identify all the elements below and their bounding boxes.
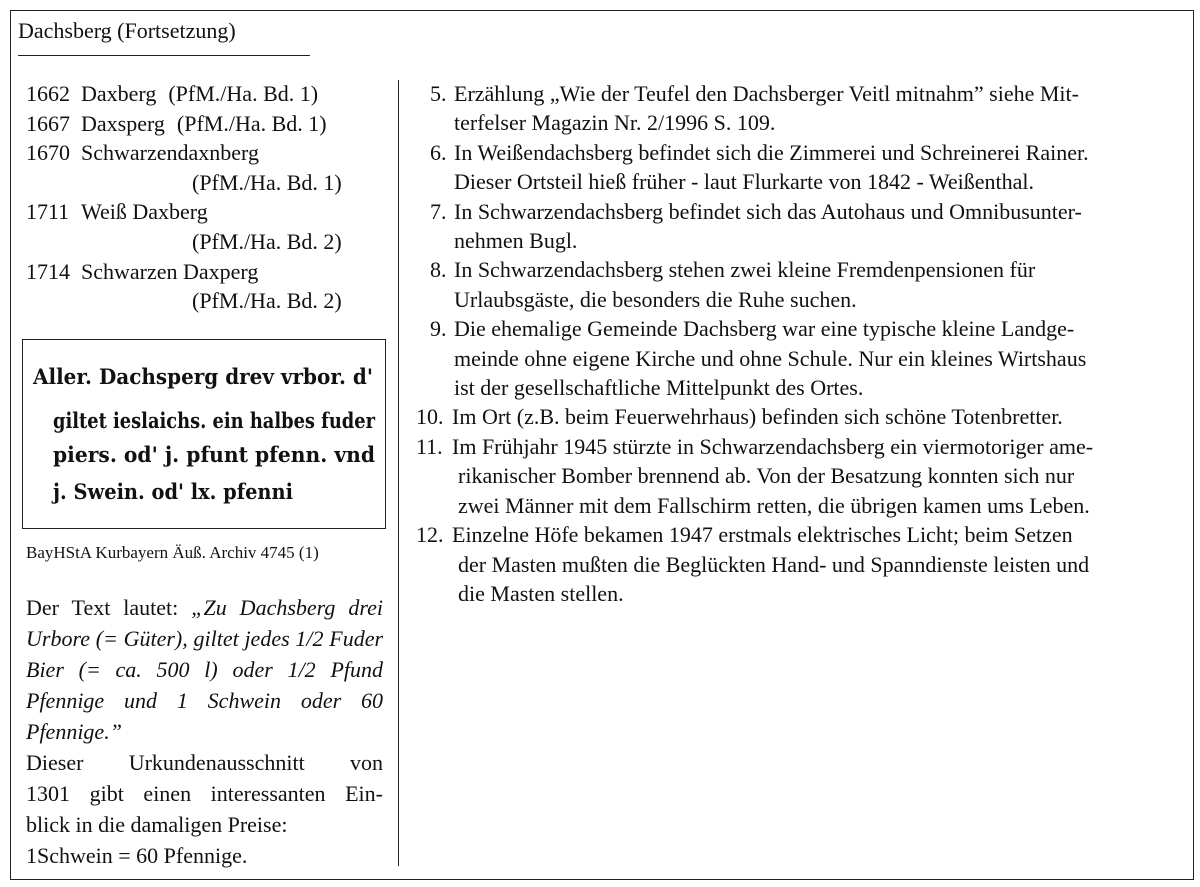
transcript-block bbox=[26, 592, 383, 871]
note-item bbox=[416, 520, 1182, 608]
transcript-lead: Der Text lautet: bbox=[26, 595, 192, 620]
transcript-quote bbox=[26, 592, 383, 747]
entry-source: (PfM./Ha. Bd. 2) bbox=[192, 228, 342, 254]
entry-name: Schwarzen Daxperg bbox=[81, 258, 259, 284]
note-item bbox=[416, 255, 1182, 314]
note-line: Erzählung „Wie der Teufel den Dachsberger Veitl mitnahm” siehe Mit- bbox=[454, 81, 1079, 106]
note-item bbox=[416, 314, 1182, 402]
transcript-quote-line: „Zu Dachsberg drei bbox=[191, 595, 383, 620]
note-line: In Schwarzendachsberg befindet sich das Autohaus und Omnibusunter- bbox=[454, 198, 1082, 224]
note-line: nehmen Bugl. bbox=[454, 228, 578, 254]
note-item bbox=[416, 197, 1182, 256]
entry-year: 1667 bbox=[26, 110, 70, 136]
title-underline bbox=[18, 55, 310, 56]
note-line: rikanischer Bomber brennend ab. Von der Besatzung konnten sich nur bbox=[458, 463, 1075, 489]
note-line: In Schwarzendachsberg stehen zwei kleine Fremdenpensionen für bbox=[454, 257, 1036, 283]
entry-year: 1662 bbox=[26, 81, 70, 106]
name-history-item bbox=[26, 79, 376, 109]
note-number: 6. bbox=[430, 139, 447, 165]
transcript-quote-line: Pfund Pfennige und 1 Schwein oder bbox=[26, 657, 383, 713]
entry-year: 1711 bbox=[26, 199, 70, 225]
note-line: Urlaubsgäste, die besonders die Ruhe suchen. bbox=[454, 286, 857, 312]
entry-year: 1714 bbox=[26, 258, 70, 284]
entry-source: (PfM./Ha. Bd. 1) bbox=[192, 169, 342, 195]
excerpt-line: giltet ieslaichs. ein halbes fuder bbox=[53, 408, 376, 433]
excerpt-line: Aller. Dachsperg drev vrbor. d' bbox=[32, 364, 373, 389]
note-item bbox=[416, 138, 1182, 197]
excerpt-line: piers. od' j. pfunt pfenn. vnd bbox=[53, 442, 376, 467]
entry-source: (PfM./Ha. Bd. 1) bbox=[176, 110, 327, 136]
note-line: Im Frühjahr 1945 stürzte in Schwarzendachsberg ein viermotoriger ame- bbox=[452, 433, 1094, 459]
name-history-item bbox=[26, 257, 376, 316]
note-line: Im Ort (z.B. beim Feuerwehrhaus) befinden sich schöne Totenbretter. bbox=[452, 404, 1063, 430]
transcript-note-line: 1301 gibt einen interessanten Ein- bbox=[26, 781, 383, 806]
note-number: 7. bbox=[430, 198, 447, 224]
name-history-item bbox=[26, 138, 376, 197]
entry-name: Schwarzendaxnberg bbox=[81, 140, 259, 166]
column-divider bbox=[398, 80, 399, 866]
entry-year: 1670 bbox=[26, 140, 70, 166]
name-history-item bbox=[26, 109, 376, 139]
note-line: ist der gesellschaftliche Mittelpunkt des Ortes. bbox=[454, 375, 864, 401]
note-item bbox=[416, 79, 1182, 138]
transcript-note-line: Dieser Urkundenausschnitt von bbox=[26, 750, 383, 775]
excerpt-line: j. Swein. od' lx. pfenni bbox=[51, 479, 294, 504]
note-line: meinde ohne eigene Kirche und ohne Schule. Nur ein kleines Wirtshaus bbox=[454, 345, 1087, 371]
transcript-note bbox=[26, 747, 383, 871]
note-line: die Masten stellen. bbox=[458, 580, 624, 606]
note-number: 10. bbox=[416, 404, 444, 430]
note-line: In Weißendachsberg befindet sich die Zimmerei und Schreinerei Rainer. bbox=[454, 139, 1089, 165]
note-item bbox=[416, 402, 1182, 431]
note-number: 5. bbox=[430, 81, 447, 106]
transcript-note-line: 1Schwein = 60 Pfennige. bbox=[26, 843, 248, 868]
entry-source: (PfM./Ha. Bd. 1) bbox=[168, 81, 319, 106]
transcript-quote-line: Fuder Bier (= ca. 500 l) oder 1/2 bbox=[26, 626, 384, 682]
notes-list bbox=[416, 79, 1182, 608]
document-excerpt-image bbox=[23, 340, 384, 527]
note-number: 11. bbox=[416, 433, 443, 459]
note-line: terfelser Magazin Nr. 2/1996 S. 109. bbox=[454, 110, 776, 136]
transcript-quote-line: Urbore (= Güter), giltet jedes 1/2 bbox=[26, 626, 324, 651]
entry-name: Weiß Daxberg bbox=[81, 199, 208, 225]
name-history-list bbox=[26, 79, 376, 316]
note-line: Die ehemalige Gemeinde Dachsberg war eine typische kleine Landge- bbox=[454, 316, 1075, 342]
note-number: 9. bbox=[430, 316, 447, 342]
excerpt-caption: BayHStA Kurbayern Äuß. Archiv 4745 (1) bbox=[26, 543, 319, 562]
transcript-note-line: blick in die damaligen Preise: bbox=[26, 812, 288, 837]
note-line: Einzelne Höfe bekamen 1947 erstmals elektrisches Licht; beim Setzen bbox=[452, 522, 1073, 548]
note-item bbox=[416, 432, 1182, 520]
note-line: der Masten mußten die Beglückten Hand- und Spanndienste leisten und bbox=[458, 551, 1090, 577]
note-number: 12. bbox=[416, 522, 444, 548]
entry-source: (PfM./Ha. Bd. 2) bbox=[192, 288, 342, 314]
entry-name: Daxsperg bbox=[81, 110, 165, 136]
page-title: Dachsberg (Fortsetzung) bbox=[18, 18, 236, 43]
note-line: Dieser Ortsteil hieß früher - laut Flurkarte von 1842 - Weißenthal. bbox=[454, 169, 1035, 195]
name-history-item bbox=[26, 197, 376, 256]
entry-name: Daxberg bbox=[81, 81, 157, 106]
transcript-quote-line: 60 Pfennige.” bbox=[26, 688, 384, 744]
document-excerpt bbox=[22, 339, 386, 529]
note-line: zwei Männer mit dem Fallschirm retten, die übrigen kamen ums Leben. bbox=[458, 492, 1090, 518]
note-number: 8. bbox=[430, 257, 447, 283]
